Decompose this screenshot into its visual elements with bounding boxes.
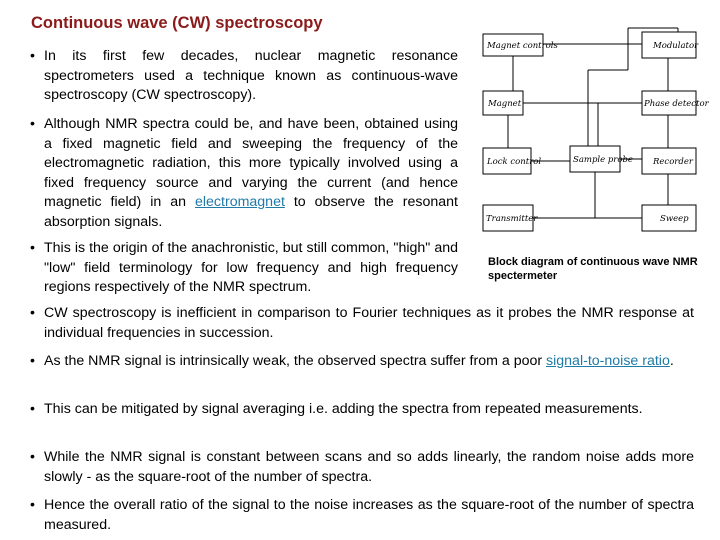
bullet-text-run: Hence the overall ratio of the signal to the noise increases as the square-root of the number of spectra measured.: [44, 497, 694, 533]
bullet-text: [44, 115, 458, 232]
bullet-text-run: Although NMR spectra could be, and have been, obtained using a fixed magnetic field and sweeping the frequency of the electromagnetic radiation, this more typically involved using a fixed frequency source and varying the current (and hence magnetic field) in an: [44, 116, 458, 210]
bullet-1: [30, 47, 458, 106]
label-sweep: Sweep: [660, 214, 689, 224]
bullet-text: [44, 448, 694, 487]
label-transmitter: Transmitter: [486, 214, 538, 224]
bullet-dot: •: [30, 48, 35, 64]
bullet-dot: •: [30, 449, 35, 465]
bullet-text-run: While the NMR signal is constant between scans and so adds linearly, the random noise adds more slowly - as the square-root of the number of spectra.: [44, 449, 694, 485]
diagram-caption: Block diagram of continuous wave NMR spectermeter: [488, 256, 698, 282]
bullet-text-run: to observe the resonant absorption signals.: [44, 194, 458, 230]
bullet-2: [30, 115, 458, 232]
bullet-3: [30, 239, 458, 298]
bullet-4: [30, 304, 694, 343]
bullet-text-run: This is the origin of the anachronistic, but still common, "high" and "low" field terminology for low frequency and high frequency regions respectively of the NMR spectrum.: [44, 240, 458, 295]
bullet-text-run: In its first few decades, nuclear magnetic resonance spectrometers used a technique known as continuous-wave spectroscopy (CW spectroscopy).: [44, 48, 458, 103]
label-sample-probe: Sample probe: [573, 155, 633, 165]
bullet-text-run: This can be mitigated by signal averaging i.e. adding the spectra from repeated measurements.: [44, 401, 643, 417]
bullet-text: [44, 400, 694, 420]
bullet-7: [30, 448, 694, 487]
label-magnet-controls: Magnet controls: [487, 41, 558, 51]
bullet-dot: •: [30, 353, 35, 369]
bullet-text-run: .: [669, 353, 674, 369]
bullet-text: [44, 496, 694, 535]
bullet-text: [44, 239, 458, 298]
label-magnet: Magnet: [488, 99, 522, 109]
bullet-5: [30, 352, 694, 372]
inline-link[interactable]: electromagnet: [195, 194, 285, 210]
label-modulator: Modulator: [653, 41, 699, 51]
bullet-text: [44, 47, 458, 106]
bullet-dot: •: [30, 240, 35, 256]
bullet-text: [44, 352, 694, 372]
label-recorder: Recorder: [653, 157, 693, 167]
bullet-8: [30, 496, 694, 535]
bullet-dot: •: [30, 305, 35, 321]
bullet-dot: •: [30, 497, 35, 513]
bullet-dot: •: [30, 401, 35, 417]
nmr-block-diagram: [478, 22, 709, 237]
bullet-text: [44, 304, 694, 343]
label-lock-control: Lock control: [487, 157, 542, 167]
inline-link[interactable]: signal-to-noise ratio: [546, 353, 670, 369]
bullet-dot: •: [30, 116, 35, 132]
bullet-6: [30, 400, 694, 420]
bullet-text-run: CW spectroscopy is inefficient in comparison to Fourier techniques as it probes the NMR response at individual frequencies in succession.: [44, 305, 694, 341]
slide-title: Continuous wave (CW) spectroscopy: [31, 14, 323, 32]
bullet-text-run: As the NMR signal is intrinsically weak, the observed spectra suffer from a poor: [44, 353, 547, 369]
label-phase-detector: Phase detector: [644, 99, 709, 109]
